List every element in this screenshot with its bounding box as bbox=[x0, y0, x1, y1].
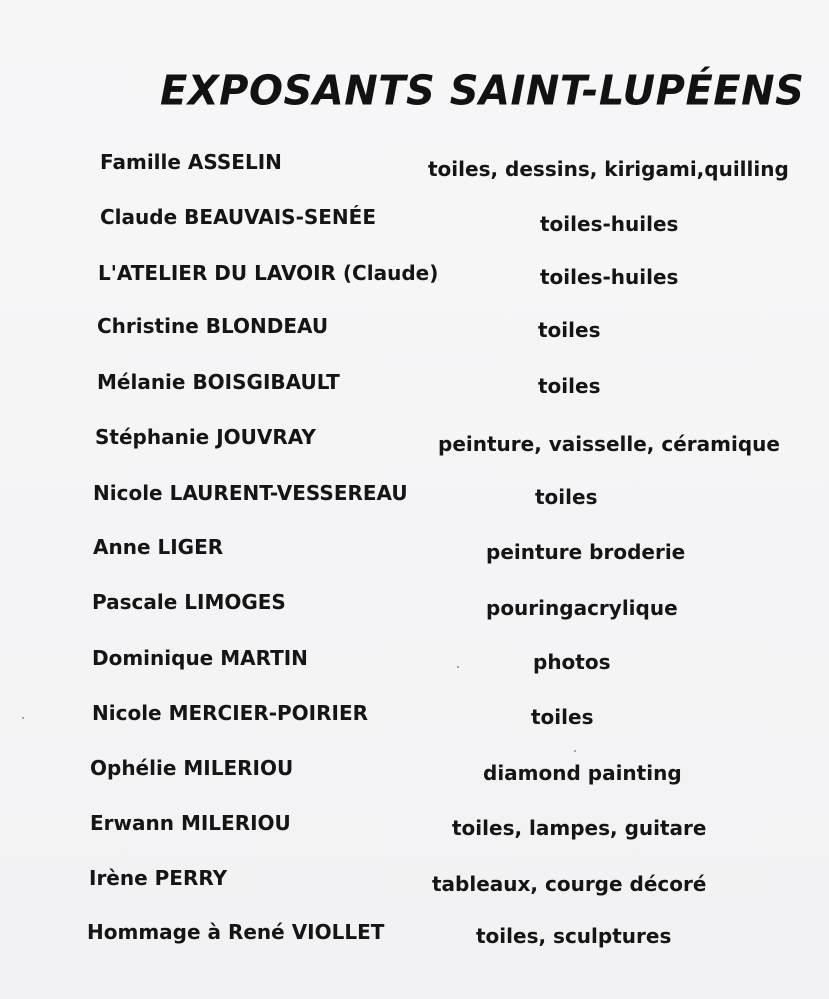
exhibitor-work: toiles-huiles bbox=[540, 265, 679, 289]
exhibitor-name: Dominique MARTIN bbox=[92, 646, 308, 670]
scan-speck bbox=[457, 666, 459, 668]
exhibitor-work: toiles, sculptures bbox=[476, 924, 672, 948]
exhibitor-work: toiles bbox=[535, 485, 598, 509]
exhibitor-work: tableaux, courge décoré bbox=[432, 872, 707, 896]
exhibitor-name: Ophélie MILERIOU bbox=[90, 756, 294, 780]
exhibitor-work: toiles bbox=[538, 374, 601, 398]
exhibitor-work: toiles, lampes, guitare bbox=[452, 816, 707, 840]
exhibitor-name: Stéphanie JOUVRAY bbox=[95, 425, 316, 449]
exhibitor-name: Christine BLONDEAU bbox=[97, 314, 329, 338]
exhibitor-name: Nicole LAURENT-VESSEREAU bbox=[93, 481, 408, 505]
exhibitor-work: peinture, vaisselle, céramique bbox=[438, 432, 780, 456]
exhibitor-work: photos bbox=[533, 650, 611, 674]
exhibitor-name: Nicole MERCIER-POIRIER bbox=[92, 701, 369, 725]
exhibitor-work: toiles bbox=[538, 318, 601, 342]
exhibitor-name: Anne LIGER bbox=[93, 535, 224, 559]
exhibitor-name: Erwann MILERIOU bbox=[90, 811, 291, 835]
exhibitor-work: pouringacrylique bbox=[486, 596, 678, 620]
exhibitor-name: Irène PERRY bbox=[89, 866, 228, 890]
exhibitor-name: Claude BEAUVAIS-SENÉE bbox=[100, 205, 376, 229]
page-title: EXPOSANTS SAINT-LUPÉENS bbox=[160, 67, 805, 115]
exhibitor-work: diamond painting bbox=[483, 761, 682, 785]
exhibitor-name: L'ATELIER DU LAVOIR (Claude) bbox=[98, 261, 439, 285]
scan-speck bbox=[574, 750, 576, 752]
exhibitor-name: Mélanie BOISGIBAULT bbox=[97, 370, 340, 394]
exhibitor-name: Famille ASSELIN bbox=[100, 150, 282, 174]
exhibitor-work: toiles, dessins, kirigami,quilling bbox=[428, 157, 789, 181]
exhibitor-name: Hommage à René VIOLLET bbox=[87, 920, 385, 944]
exhibitor-work: peinture broderie bbox=[486, 540, 686, 564]
exhibitor-work: toiles bbox=[531, 705, 594, 729]
exhibitor-work: toiles-huiles bbox=[540, 212, 679, 236]
exhibitor-name: Pascale LIMOGES bbox=[92, 590, 286, 614]
scan-speck bbox=[22, 717, 24, 719]
